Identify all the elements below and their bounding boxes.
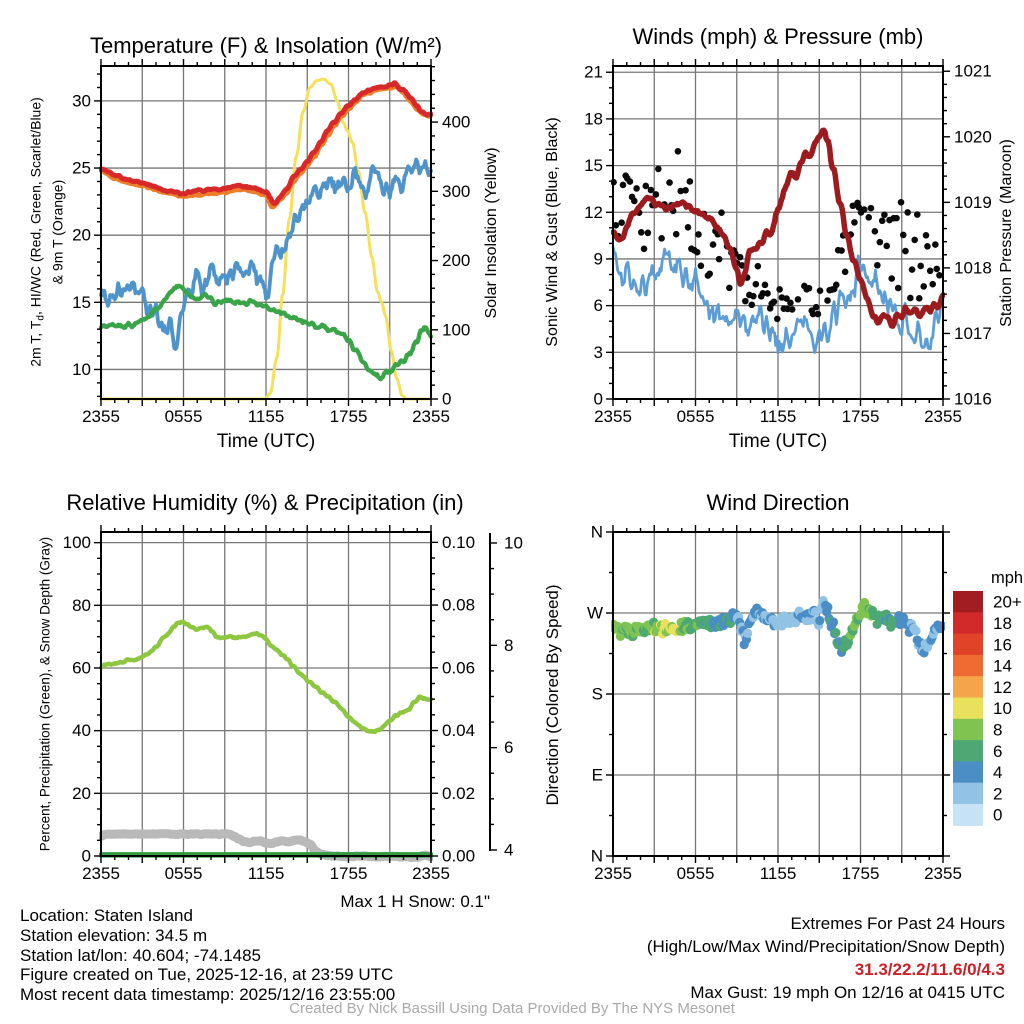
chart-temperature-insolation [72, 59, 470, 426]
svg-text:1017: 1017 [954, 323, 992, 343]
svg-text:1755: 1755 [329, 864, 368, 883]
svg-text:1155: 1155 [759, 864, 797, 883]
x-axis-label-winds: Time (UTC) [728, 431, 828, 452]
svg-text:60: 60 [72, 658, 91, 678]
svg-text:15: 15 [584, 156, 603, 176]
svg-text:2355: 2355 [82, 407, 120, 426]
svg-text:20: 20 [72, 783, 91, 803]
chart-title-temperature: Temperature (F) & Insolation (W/m²) [89, 33, 443, 58]
station-elevation: Station elevation: 34.5 m [20, 925, 208, 945]
svg-text:2: 2 [993, 784, 1003, 804]
svg-text:E: E [591, 765, 603, 785]
y-axis-label-insolation: Solar Insolation (Yellow) [483, 147, 500, 319]
svg-text:1155: 1155 [247, 864, 285, 883]
extremes-block [647, 912, 1005, 1004]
svg-text:1155: 1155 [759, 407, 797, 426]
y-axis-label-temperature-line2: & 9m T (Orange) [49, 179, 66, 285]
chart-title-wind-direction: Wind Direction [706, 490, 850, 515]
svg-text:18: 18 [584, 109, 603, 129]
svg-text:1755: 1755 [329, 407, 368, 426]
svg-text:18: 18 [993, 613, 1012, 633]
svg-text:0555: 0555 [676, 864, 715, 883]
svg-text:8: 8 [993, 720, 1003, 740]
svg-text:3: 3 [593, 342, 603, 362]
svg-text:80: 80 [72, 595, 91, 615]
svg-text:2355: 2355 [924, 407, 962, 426]
svg-text:40: 40 [72, 721, 91, 741]
svg-text:W: W [586, 603, 603, 623]
svg-text:16: 16 [993, 635, 1012, 655]
y-axis-label-pressure: Station Pressure (Maroon) [998, 139, 1015, 327]
svg-text:10: 10 [504, 533, 523, 553]
chart-wind-direction [587, 523, 1022, 884]
svg-text:2355: 2355 [412, 864, 450, 883]
svg-text:100: 100 [442, 320, 471, 340]
svg-text:0.00: 0.00 [442, 846, 476, 866]
extremes-values: 31.3/22.2/11.6/0/4.3 [854, 960, 1005, 979]
svg-text:2355: 2355 [594, 407, 632, 426]
y-axis-label-humidity: Percent, Precipitation (Green), & Snow Depth (Gray) [37, 536, 53, 852]
colorbar-title: mph [991, 569, 1024, 587]
svg-text:0.04: 0.04 [442, 721, 476, 741]
station-info-block [20, 906, 395, 1005]
speed-colorbar [953, 591, 1022, 826]
svg-text:8: 8 [504, 635, 514, 655]
svg-text:0555: 0555 [164, 864, 203, 883]
tick-labels [72, 91, 470, 426]
extremes-subtitle: (High/Low/Max Wind/Precipitation/Snow Depth) [646, 937, 1005, 956]
svg-text:0: 0 [593, 389, 603, 409]
gridlines [613, 532, 943, 856]
svg-text:0.08: 0.08 [442, 595, 476, 615]
y-axis-label-temperature [28, 97, 67, 367]
svg-text:2355: 2355 [594, 864, 632, 883]
svg-text:10: 10 [72, 359, 91, 379]
svg-text:21: 21 [584, 62, 603, 82]
svg-text:300: 300 [442, 181, 471, 201]
svg-text:1755: 1755 [841, 864, 880, 883]
svg-text:1155: 1155 [247, 407, 285, 426]
gridlines [101, 532, 431, 856]
chart-title-humidity: Relative Humidity (%) & Precipitation (in) [66, 490, 464, 515]
max-snow-note: Max 1 H Snow: 0.1" [340, 892, 490, 911]
svg-text:1020: 1020 [954, 127, 992, 147]
extremes-title: Extremes For Past 24 Hours [790, 914, 1005, 933]
chart-title-winds: Winds (mph) & Pressure (mb) [632, 24, 924, 49]
series-wind-gust [610, 148, 942, 322]
station-latlon: Station lat/lon: 40.604; -74.1485 [20, 945, 262, 965]
svg-text:S: S [591, 684, 603, 704]
svg-text:15: 15 [72, 292, 91, 312]
data-timestamp: Most recent data timestamp: 2025/12/16 23:55:00 [20, 985, 396, 1005]
svg-text:6: 6 [593, 296, 603, 316]
tick-labels [587, 523, 962, 884]
y-axis-label-temperature-line1: 2m T, $T_d$, HI/WC (Red, Green, Scarlet/Blue) [27, 97, 47, 367]
svg-text:1016: 1016 [954, 389, 992, 409]
svg-text:N: N [590, 522, 603, 542]
chart-humidity-precip [63, 525, 523, 883]
credit-line: Created By Nick Bassill Using Data Provided By The NYS Mesonet [289, 1000, 735, 1017]
svg-text:10: 10 [993, 699, 1012, 719]
svg-text:0: 0 [442, 389, 452, 409]
chart-winds-pressure [584, 59, 992, 426]
svg-text:4: 4 [504, 840, 514, 860]
series-group [610, 130, 943, 353]
svg-text:12: 12 [584, 202, 603, 222]
y-axis-label-direction: Direction (Colored By Speed) [543, 584, 562, 806]
svg-text:12: 12 [993, 677, 1012, 697]
svg-text:1019: 1019 [954, 192, 992, 212]
svg-text:2355: 2355 [82, 864, 120, 883]
figure-created: Figure created on Tue, 2025-12-16, at 23:59 UTC [20, 965, 394, 985]
svg-text:4: 4 [993, 763, 1003, 783]
svg-text:25: 25 [72, 158, 91, 178]
svg-text:1755: 1755 [841, 407, 880, 426]
svg-text:0: 0 [993, 805, 1003, 825]
y-axis-label-sonic-wind: Sonic Wind & Gust (Blue, Black) [544, 117, 561, 347]
svg-text:0.10: 0.10 [442, 532, 476, 552]
gridlines [101, 66, 431, 399]
svg-text:20: 20 [72, 225, 91, 245]
max-gust: Max Gust: 19 mph On 12/16 at 0415 UTC [690, 983, 1005, 1002]
station-location: Location: Staten Island [20, 906, 193, 925]
svg-text:100: 100 [62, 533, 91, 553]
x-axis-label-temperature: Time (UTC) [216, 431, 316, 452]
svg-text:9: 9 [593, 249, 603, 269]
svg-text:0: 0 [81, 846, 91, 866]
svg-text:2355: 2355 [412, 407, 450, 426]
svg-text:0.06: 0.06 [442, 658, 476, 678]
svg-text:400: 400 [442, 112, 471, 132]
svg-text:N: N [590, 846, 603, 866]
svg-text:30: 30 [72, 91, 91, 111]
svg-text:6: 6 [993, 741, 1003, 761]
svg-text:6: 6 [504, 738, 514, 758]
svg-text:14: 14 [993, 656, 1012, 676]
svg-text:1021: 1021 [954, 61, 992, 81]
svg-text:20+: 20+ [993, 592, 1022, 612]
tick-labels [584, 62, 992, 426]
svg-text:0555: 0555 [676, 407, 715, 426]
svg-text:200: 200 [442, 251, 471, 271]
svg-text:2355: 2355 [924, 864, 962, 883]
svg-text:0.02: 0.02 [442, 783, 476, 803]
svg-text:0555: 0555 [164, 407, 203, 426]
svg-text:1018: 1018 [954, 258, 992, 278]
snow-depth-axis [490, 533, 523, 860]
